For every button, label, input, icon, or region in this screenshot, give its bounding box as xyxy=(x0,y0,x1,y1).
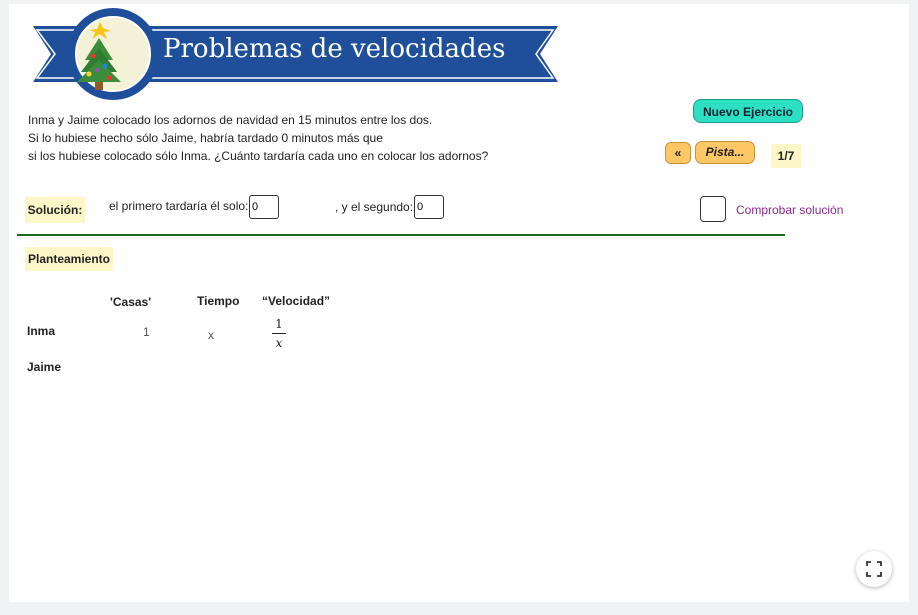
section-divider xyxy=(17,234,785,236)
solution-first-text: el primero tardaría él solo: xyxy=(109,199,249,213)
fullscreen-button[interactable] xyxy=(856,551,892,587)
fullscreen-icon xyxy=(866,561,882,577)
cell-velocidad-inma xyxy=(272,317,286,350)
previous-button[interactable]: « xyxy=(665,142,691,164)
new-exercise-button[interactable]: Nuevo Ejercicio xyxy=(693,99,803,123)
page-title: Problemas de velocidades xyxy=(163,34,506,64)
cell-casas-inma: 1 xyxy=(143,325,150,339)
step-counter: 1/7 xyxy=(771,144,801,168)
cell-tiempo-inma: x xyxy=(208,328,214,342)
fraction-numerator: 1 xyxy=(275,317,283,331)
solution-second-text: , y el segundo: xyxy=(335,200,414,214)
row-name-jaime: Jaime xyxy=(27,360,62,374)
header-tiempo: Tiempo xyxy=(197,294,240,308)
hint-button[interactable]: Pista... xyxy=(695,141,755,164)
solution-label: Solución: xyxy=(25,197,85,223)
fraction-denominator: x xyxy=(275,336,283,350)
problem-statement xyxy=(28,111,488,165)
problem-line: si los hubiese colocado sólo Inma. ¿Cuánto tardaría cada uno en colocar los adornos? xyxy=(28,149,489,163)
fraction-bar xyxy=(272,333,286,334)
second-time-input[interactable] xyxy=(414,195,444,219)
title-banner xyxy=(33,8,558,100)
problem-line: Si lo hubiese hecho sólo Jaime, habría tardado 0 minutos más que xyxy=(28,131,383,145)
plan-label: Planteamiento xyxy=(25,247,113,271)
row-name-inma: Inma xyxy=(27,324,56,338)
first-time-input[interactable] xyxy=(249,195,279,219)
problem-line: Inma y Jaime colocado los adornos de navidad en 15 minutos entre los dos. xyxy=(28,113,433,127)
check-solution-label[interactable]: Comprobar solución xyxy=(736,203,844,217)
header-casas: 'Casas' xyxy=(110,295,152,309)
check-solution-checkbox[interactable] xyxy=(700,196,726,222)
header-velocidad: “Velocidad” xyxy=(262,294,331,308)
